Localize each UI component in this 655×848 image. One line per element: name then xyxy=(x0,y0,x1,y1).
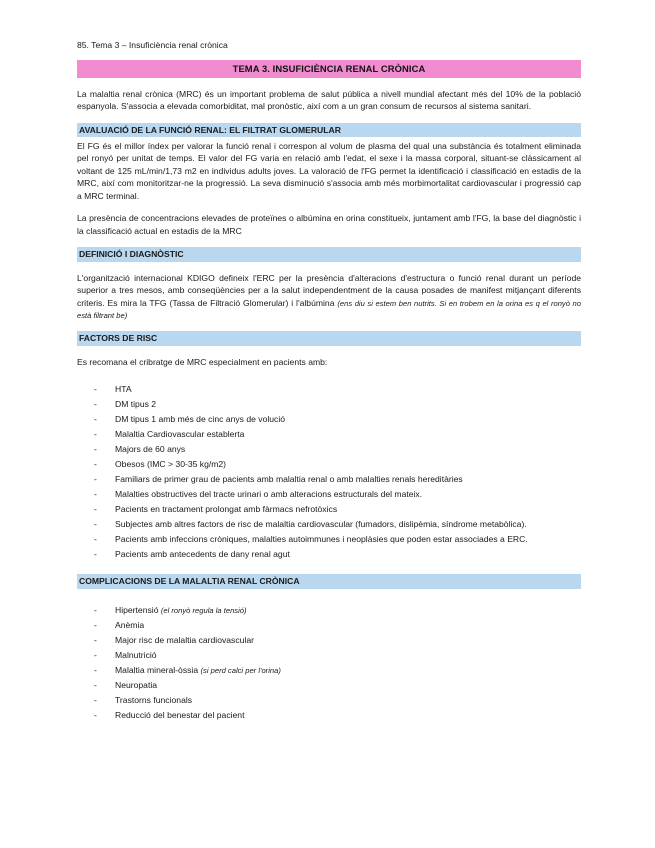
factors-list xyxy=(77,382,581,562)
list-item xyxy=(77,633,581,648)
list-item xyxy=(77,708,581,723)
section-heading-factors: FACTORS DE RISC xyxy=(77,331,581,345)
list-item-text: Anèmia xyxy=(115,619,145,630)
list-item xyxy=(77,618,581,633)
list-item-text: Major risc de malaltia cardiovascular xyxy=(115,634,254,645)
list-item-text: Malnutrició xyxy=(115,649,157,660)
list-item-text: Reducció del benestar del pacient xyxy=(115,709,245,720)
section-heading-complicacions: COMPLICACIONS DE LA MALALTIA RENAL CRÒNICA xyxy=(77,574,581,588)
list-item xyxy=(77,648,581,663)
list-item-note: (el ronyò regula la tensió) xyxy=(160,605,247,615)
list-item: - Obesos (IMC > 30-35 kg/m2) xyxy=(77,457,581,472)
avaluacio-paragraph-2: La presència de concentracions elevades de proteïnes o albúmina en orina constitueix, juntament amb l'FG, la base del diagnòstic i la classificació actual en estadis de la MRC xyxy=(77,213,581,236)
intro-paragraph: La malaltia renal crònica (MRC) és un important problema de salut pública a nivell mundial afectant més del 10% de la població espanyola. S'associa a elevada comorbiditat, mal pronòstic, així com a un gran consum de recursos al sistema sanitari. xyxy=(77,88,581,112)
list-item-text: Neuropatia xyxy=(115,679,158,690)
list-item: - HTA xyxy=(77,382,581,397)
list-item: - DM tipus 1 amb més de cinc anys de volució xyxy=(77,412,581,427)
section-heading-definicio: DEFINICIÓ I DIAGNÒSTIC xyxy=(77,247,581,261)
list-item xyxy=(77,678,581,693)
list-item: - Pacients amb antecedents de dany renal agut xyxy=(77,547,581,562)
list-item: - Pacients amb infeccions cròniques, malalties autoimmunes i neoplàsies que poden estar associades a ERC. xyxy=(77,532,581,547)
definicio-paragraph xyxy=(77,272,581,322)
list-item: - Majors de 60 anys xyxy=(77,442,581,457)
definicio-note: (ens diu si estem ben nutrits. Si en trobem en la orina es q el ronyò no està filtrant be) xyxy=(77,298,581,320)
list-item-text: Malaltia mineral-òssia xyxy=(115,664,201,675)
list-item: - Malalties obstructives del tracte urinari o amb alteracions estructurals del mateix. xyxy=(77,487,581,502)
list-item xyxy=(77,663,581,678)
factors-intro: Es recomana el cribratge de MRC especialment en pacients amb: xyxy=(77,356,328,367)
list-item: - DM tipus 2 xyxy=(77,397,581,412)
list-item-text: Hipertensió xyxy=(115,604,161,615)
definicio-text: L'organització internacional KDIGO defineix l'ERC per la presència d'alteracions d'estructura o funció renal durant un període superior a tres mesos, amb conseqüències per a la salut independentment de la causa posades de manifest mitjançant diferents criteris. Es mira la TFG (Tassa de Filtració Glomerular) i l'albúmina xyxy=(77,272,581,308)
list-item: - Subjectes amb altres factors de risc de malaltia cardiovascular (fumadors, dislipèmia, síndrome metabòlica). xyxy=(77,517,581,532)
list-item xyxy=(77,603,581,618)
list-item-text: Trastorns funcionals xyxy=(115,694,193,705)
list-item: - Pacients en tractament prolongat amb fàrmacs nefrotòxics xyxy=(77,502,581,517)
running-header: 85. Tema 3 – Insuficiència renal crònica xyxy=(77,40,228,50)
list-item xyxy=(77,693,581,708)
complicacions-list xyxy=(77,603,581,723)
list-item: - Malaltia Cardiovascular establerta xyxy=(77,427,581,442)
list-item-note: (si perd calci per l'orina) xyxy=(200,665,281,675)
section-heading-avaluacio: AVALUACIÓ DE LA FUNCIÓ RENAL: EL FILTRAT GLOMERULAR xyxy=(77,123,581,137)
list-item: - Familiars de primer grau de pacients amb malaltia renal o amb malalties renals hereditàries xyxy=(77,472,581,487)
avaluacio-paragraph-1: El FG és el millor índex per valorar la funció renal i correspon al volum de plasma del qual una substància és totalment eliminada pel ronyó per unitat de temps. El valor del FG varia en relació amb l'edat, el sexe i la massa corporal, situant-se clàssicament al voltant de 125 mL/min/1,73 m2 en individus adults joves. La valoració de l'FG permet la identificació i classificació en estadis de la MRC, així com monitoritzar-ne la progressió. La seva disminució s'associa amb més morbimortalitat cardiovascular i progressió cap a MRC terminal. xyxy=(77,140,581,201)
page-title: TEMA 3. INSUFICIÈNCIA RENAL CRÒNICA xyxy=(77,60,581,78)
document-body xyxy=(77,60,581,723)
